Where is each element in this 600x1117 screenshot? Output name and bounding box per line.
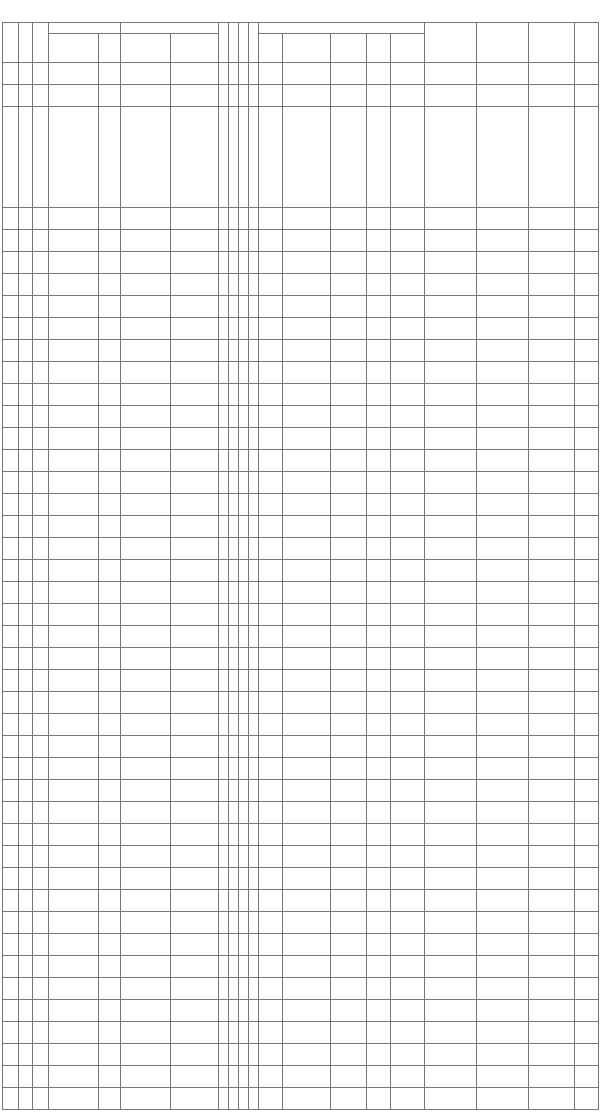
table-row bbox=[3, 692, 599, 714]
table-row bbox=[3, 230, 599, 252]
table-row bbox=[3, 758, 599, 780]
table-row bbox=[3, 890, 599, 912]
table-row bbox=[3, 802, 599, 824]
table-row bbox=[3, 252, 599, 274]
table-row bbox=[3, 1000, 599, 1022]
table-row bbox=[3, 538, 599, 560]
table-row bbox=[3, 63, 599, 85]
table-row bbox=[3, 604, 599, 626]
table-row bbox=[3, 406, 599, 428]
table-row bbox=[3, 1066, 599, 1088]
table-row bbox=[3, 912, 599, 934]
table-row bbox=[3, 560, 599, 582]
table-row bbox=[3, 780, 599, 802]
table-row bbox=[3, 978, 599, 1000]
table-row bbox=[3, 208, 599, 230]
table-row bbox=[3, 670, 599, 692]
table-row bbox=[3, 107, 599, 208]
table-row bbox=[3, 494, 599, 516]
table-row bbox=[3, 85, 599, 107]
table-row bbox=[3, 296, 599, 318]
table-row bbox=[3, 1044, 599, 1066]
table-row bbox=[3, 472, 599, 494]
table-row bbox=[3, 384, 599, 406]
table-row bbox=[3, 846, 599, 868]
table-row bbox=[3, 516, 599, 538]
table-row bbox=[3, 736, 599, 758]
table-row bbox=[3, 824, 599, 846]
table-row bbox=[3, 714, 599, 736]
table-row bbox=[3, 340, 599, 362]
table-row bbox=[3, 318, 599, 340]
table-row bbox=[3, 428, 599, 450]
table-row bbox=[3, 274, 599, 296]
table-row bbox=[3, 868, 599, 890]
table-row bbox=[3, 934, 599, 956]
header-row-group bbox=[3, 23, 599, 34]
recruitment-table bbox=[2, 22, 599, 1110]
table-row bbox=[3, 1022, 599, 1044]
table-row bbox=[3, 648, 599, 670]
table-row bbox=[3, 582, 599, 604]
page-title bbox=[0, 0, 600, 22]
site-watermark-logo bbox=[456, 1091, 596, 1115]
table-row bbox=[3, 626, 599, 648]
table-row bbox=[3, 956, 599, 978]
table-row bbox=[3, 450, 599, 472]
table-row bbox=[3, 362, 599, 384]
